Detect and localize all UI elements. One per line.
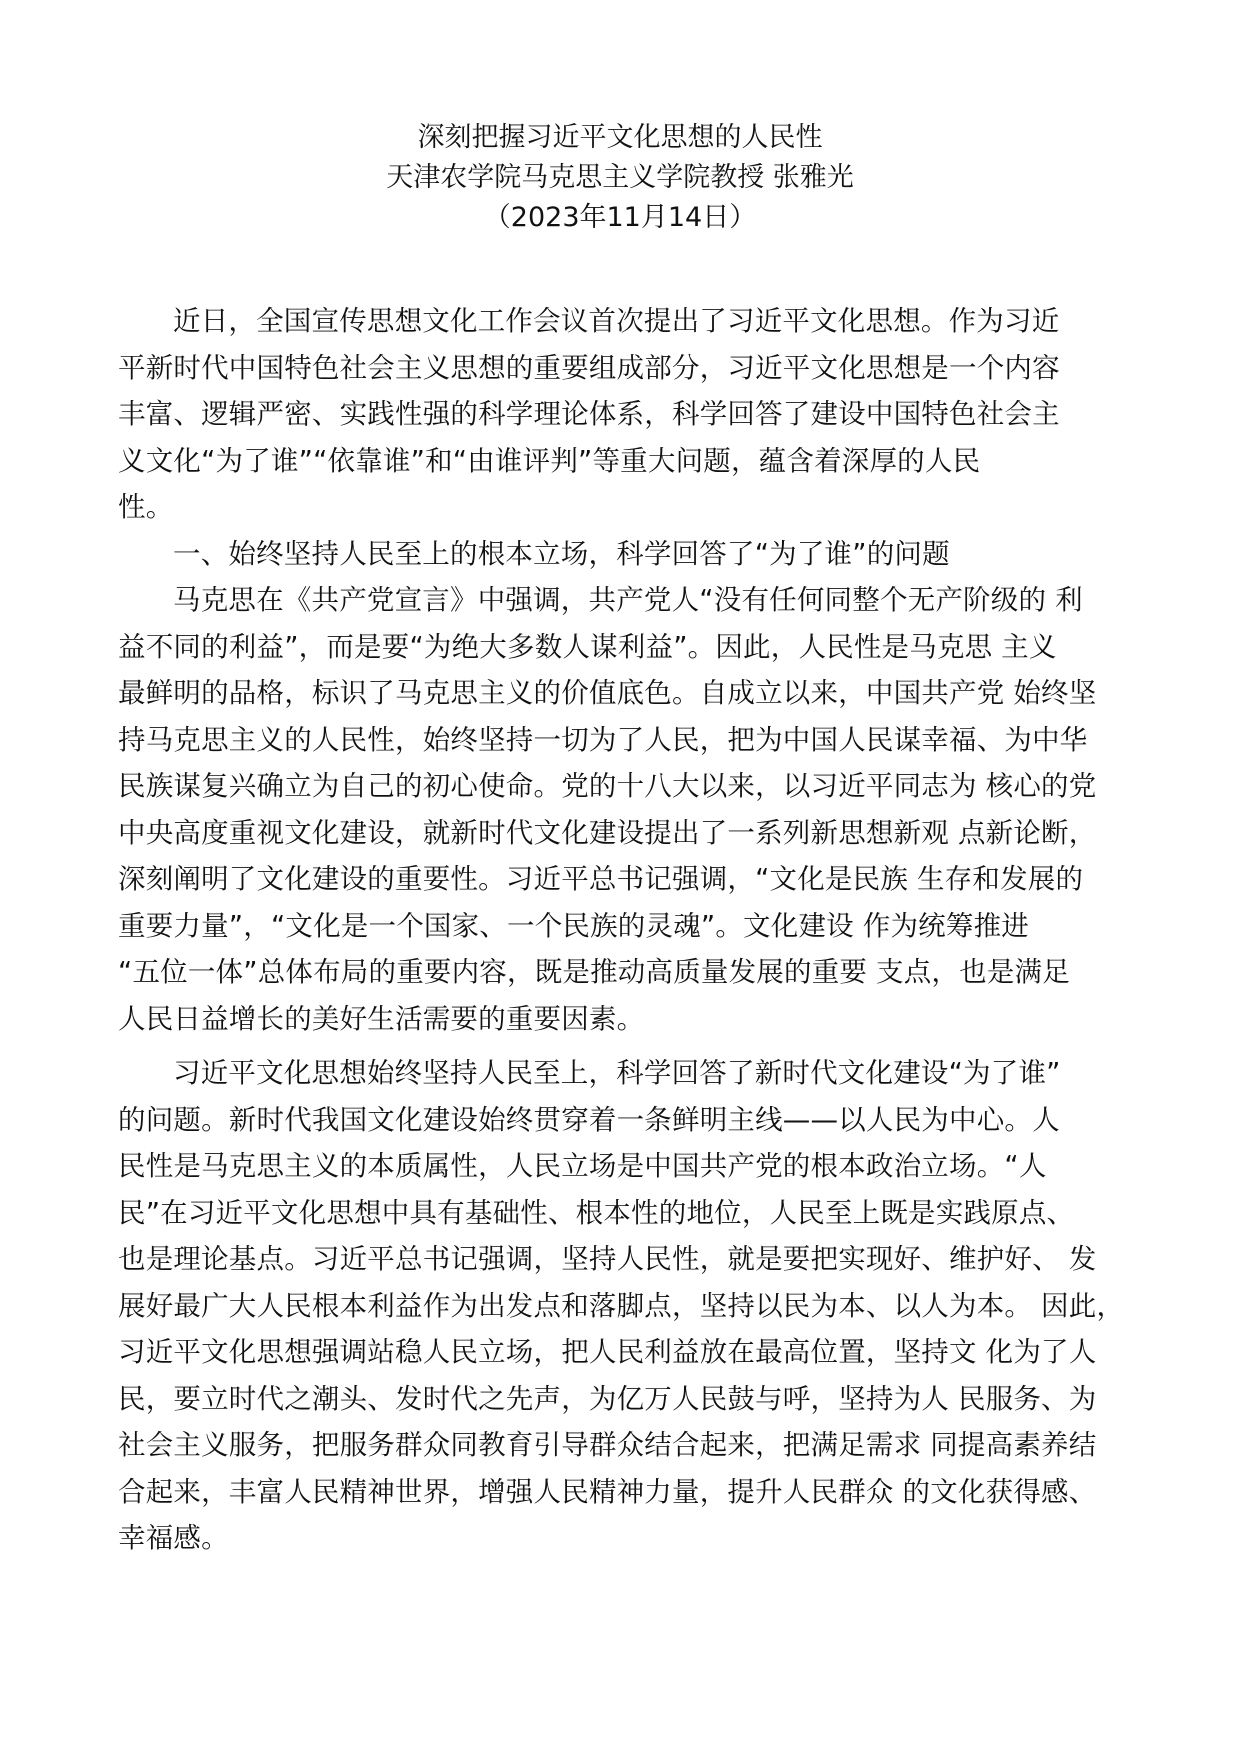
paragraph-line: 习近平文化思想强调站稳人民立场，把人民利益放在最高位置，坚持文 化为了人	[118, 1336, 1097, 1368]
paragraph-line: 重要力量”，“文化是一个国家、一个民族的灵魂”。文化建设 作为统筹推进	[118, 909, 1029, 942]
paragraph-line: 近日，全国宣传思想文化工作会议首次提出了习近平文化思想。作为习近	[173, 305, 1060, 337]
section-heading	[118, 531, 1128, 578]
paragraph-line: 幸福感。	[118, 1522, 229, 1554]
document-author: 天津农学院马克思主义学院教授 张雅光	[386, 162, 854, 193]
paragraph-line: 民族谋复兴确立为自己的初心使命。党的十八大以来，以习近平同志为 核心的党	[118, 770, 1097, 802]
paragraph-line: 益不同的利益”，而是要“为绝大多数人谋利益”。因此，人民性是马克思 主义	[118, 630, 1057, 663]
paragraph-line: 民，要立时代之潮头、发时代之先声，为亿万人民鼓与呼，坚持为人 民服务、为	[118, 1382, 1097, 1415]
paragraph-intro	[118, 298, 1128, 531]
paragraph-line: “五位一体”总体布局的重要内容，既是推动高质量发展的重要 支点，也是满足	[118, 956, 1070, 988]
paragraph-line: 深刻阐明了文化建设的重要性。习近平总书记强调，“文化是民族 生存和发展的	[118, 863, 1084, 895]
paragraph-line: 也是理论基点。习近平总书记强调，坚持人民性，就是要把实现好、维护好、 发	[118, 1243, 1097, 1275]
paragraph-line: 中央高度重视文化建设，就新时代文化建设提出了一系列新思想新观 点新论断，	[118, 816, 1097, 849]
paragraph-line: 丰富、逻辑严密、实践性强的科学理论体系，科学回答了建设中国特色社会主	[118, 398, 1060, 430]
paragraph-line: 民性是马克思主义的本质属性，人民立场是中国共产党的根本政治立场。“人	[118, 1150, 1047, 1182]
paragraph-line: 习近平文化思想始终坚持人民至上，科学回答了新时代文化建设“为了谁”	[173, 1057, 1061, 1089]
paragraph-line: 马克思在《共产党宣言》中强调，共产党人“没有任何同整个无产阶级的 利	[173, 584, 1083, 616]
paragraph-line: 展好最广大人民根本利益作为出发点和落脚点，坚持以民为本、以人为本。 因此，	[118, 1289, 1125, 1322]
paragraph-people-first	[118, 1050, 1128, 1562]
paragraph-line: 人民日益增长的美好生活需要的重要因素。	[118, 1002, 645, 1035]
paragraph-marx	[118, 577, 1128, 1042]
paragraph-line: 持马克思主义的人民性，始终坚持一切为了人民，把为中国人民谋幸福、为中华	[118, 723, 1088, 756]
section-heading-line: 一、始终坚持人民至上的根本立场，科学回答了“为了谁”的问题	[173, 537, 950, 570]
paragraph-line: 社会主义服务，把服务群众同教育引导群众结合起来，把满足需求 同提高素养结	[118, 1429, 1097, 1461]
paragraph-line: 的问题。新时代我国文化建设始终贯穿着一条鲜明主线——以人民为中心。人	[118, 1103, 1060, 1136]
document-title: 深刻把握习近平文化思想的人民性	[417, 122, 823, 153]
paragraph-line: 性。	[118, 491, 174, 523]
paragraph-line: 最鲜明的品格，标识了马克思主义的价值底色。自成立以来，中国共产党 始终坚	[118, 677, 1097, 709]
paragraph-line: 义文化“为了谁”“依靠谁”和“由谁评判”等重大问题，蕴含着深厚的人民	[118, 444, 981, 477]
document-header	[0, 118, 1240, 238]
document-date: （2023年11月14日）	[483, 202, 757, 233]
paragraph-line: 合起来，丰富人民精神世界，增强人民精神力量，提升人民群众 的文化获得感、	[118, 1475, 1097, 1508]
document-body	[118, 298, 1128, 1562]
paragraph-line: 平新时代中国特色社会主义思想的重要组成部分，习近平文化思想是一个内容	[118, 351, 1060, 384]
paragraph-line: 民”在习近平文化思想中具有基础性、根本性的地位，人民至上既是实践原点、	[118, 1196, 1075, 1229]
